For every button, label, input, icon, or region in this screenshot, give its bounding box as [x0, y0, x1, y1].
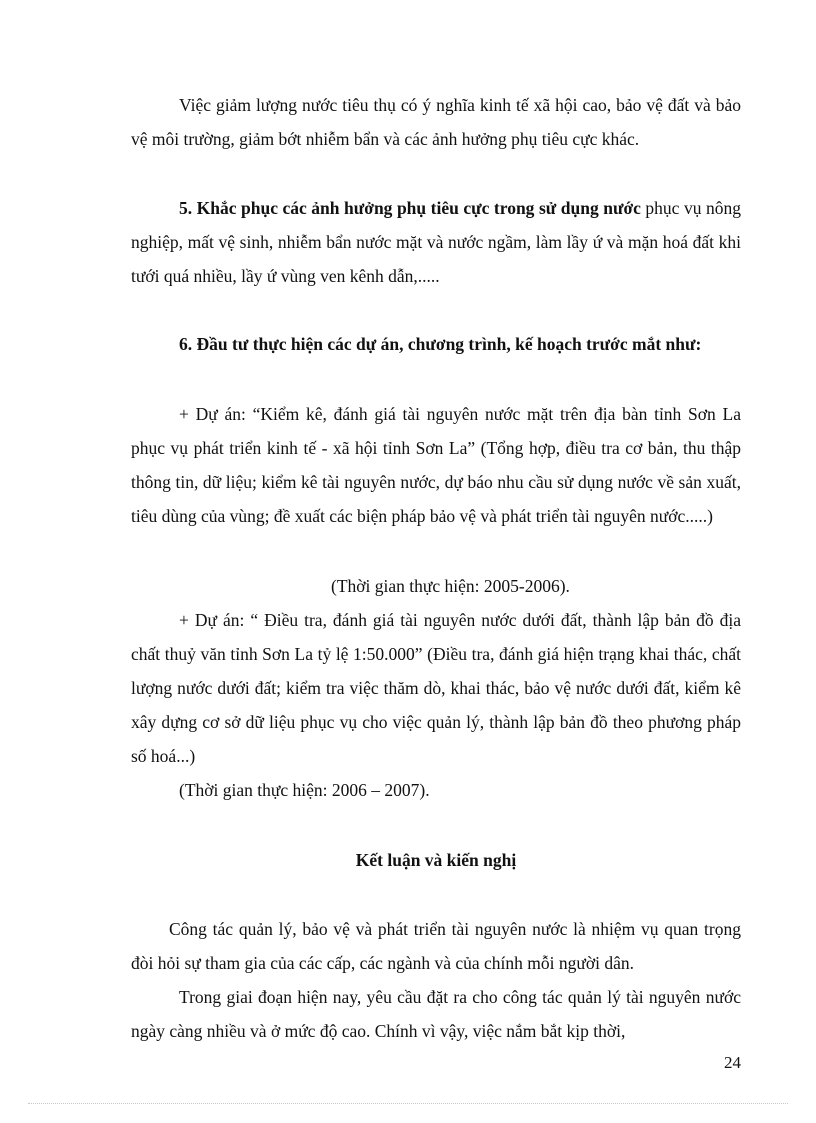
- project-2: + Dự án: “ Điều tra, đánh giá tài nguyên nước dưới đất, thành lập bản đồ địa chất thuỷ văn tỉnh Sơn La tỷ lệ 1:50.000” (Điều tra, đánh giá hiện trạng khai thác, chất lượng nước dưới đất; kiểm tra việc thăm dò, khai thác, bảo vệ nước dưới đất, kiểm kê xây dựng cơ sở dữ liệu phục vụ cho việc quản lý, thành lập bản đồ theo phương pháp số hoá...): [131, 610, 741, 766]
- project-1-time: (Thời gian thực hiện: 2005-2006).: [331, 576, 570, 596]
- item-5-heading: 5. Khắc phục các ảnh hưởng phụ tiêu cực trong sử dụng nước: [179, 198, 641, 218]
- conclusion-paragraph-1: Công tác quản lý, bảo vệ và phát triển tài nguyên nước là nhiệm vụ quan trọng đòi hỏi sự tham gia của các cấp, các ngành và của chính mỗi người dân.: [131, 919, 741, 973]
- conclusion-paragraph-2: Trong giai đoạn hiện nay, yêu cầu đặt ra cho công tác quản lý tài nguyên nước ngày càng nhiều và ở mức độ cao. Chính vì vậy, việc nắm bắt kịp thời,: [131, 987, 741, 1041]
- project-1: + Dự án: “Kiểm kê, đánh giá tài nguyên nước mặt trên địa bàn tỉnh Sơn La phục vụ phát triển kinh tế - xã hội tỉnh Sơn La” (Tổng hợp, điều tra cơ bản, thu thập thông tin, dữ liệu; kiểm kê tài nguyên nước, dự báo nhu cầu sử dụng nước về sản xuất, tiêu dùng của vùng; đề xuất các biện pháp bảo vệ và phát triển tài nguyên nước.....): [131, 404, 741, 526]
- project-2-time: (Thời gian thực hiện: 2006 – 2007).: [179, 780, 430, 800]
- item-5-body: phục vụ nông nghiệp, mất vệ sinh, nhiễm bẩn nước mặt và nước ngầm, làm lầy ứ và mặn hoá đất khi tưới quá nhiều, lầy ứ vùng ven kênh dẫn,.....: [131, 198, 741, 286]
- page-number: 24: [724, 1053, 741, 1072]
- item-6-heading: 6. Đầu tư thực hiện các dự án, chương trình, kế hoạch trước mắt như:: [179, 334, 702, 354]
- item-5: [131, 191, 741, 293]
- conclusion-heading: Kết luận và kiến nghị: [355, 850, 517, 870]
- paragraph-water-saving: Việc giảm lượng nước tiêu thụ có ý nghĩa kinh tế xã hội cao, bảo vệ đất và bảo vệ môi trường, giảm bớt nhiễm bẩn và các ảnh hưởng phụ tiêu cực khác.: [131, 95, 741, 149]
- page-bottom-divider: [28, 1103, 788, 1104]
